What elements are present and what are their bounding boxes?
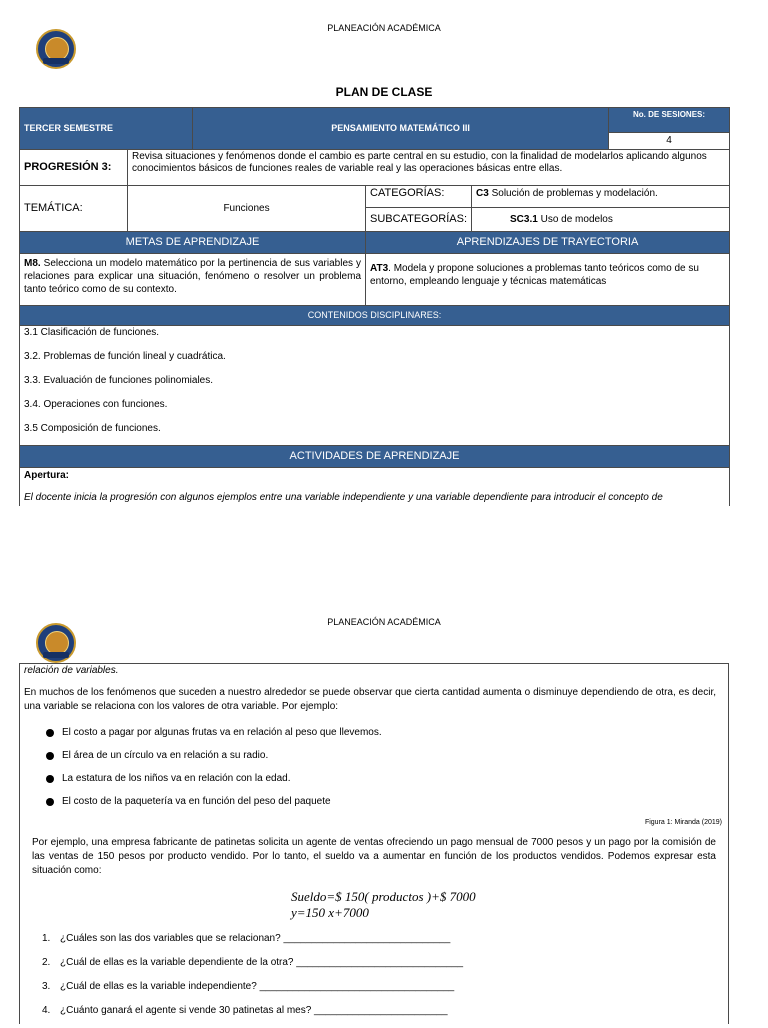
page-header: PLANEACIÓN ACADÉMICA [327, 23, 441, 33]
formula-linear: y=150 x+7000 [291, 905, 369, 920]
question-number: 2. [42, 957, 51, 968]
question-text: ¿Cuáles son las dos variables que se relacionan? ______________________________ [60, 933, 451, 944]
contenido-item: 3.1 Clasificación de funciones. [24, 327, 160, 338]
page-title: PLAN DE CLASE [335, 85, 433, 99]
categorias-code: C3 [476, 188, 489, 199]
categorias-value [472, 186, 730, 208]
actividades-header: ACTIVIDADES DE APRENDIZAJE [20, 446, 730, 468]
metas-body: Selecciona un modelo matemático por la pertinencia de sus variables y relaciones para explicar una situación, fenómeno o resolver un problema tanto teórico como de su contexto. [24, 258, 362, 295]
logo-banner [43, 58, 69, 64]
aprendizajes-header: APRENDIZAJES DE TRAYECTORIA [366, 232, 730, 254]
question-text: ¿Cuál de ellas es la variable dependiente de la otra? ______________________________ [60, 957, 464, 968]
categorias-label: CATEGORÍAS: [366, 186, 472, 208]
progresion-text: Revisa situaciones y fenómenos donde el cambio es parte central en su estudio, con la finalidad de modelarlos aplicando algunos conocimientos básicos de funciones reales de variable real y las operaciones básicas entre ellas. [128, 150, 730, 186]
question-text: ¿Cuánto ganará el agente si vende 30 patinetas al mes? ________________________ [60, 1005, 448, 1016]
question-number: 3. [42, 981, 51, 992]
tematica-label: TEMÁTICA: [20, 186, 128, 232]
formula-sueldo: Sueldo=$ 150( productos )+$ 7000 [291, 889, 476, 904]
list-item: El costo a pagar por algunas frutas va en relación al peso que llevemos. [24, 726, 714, 749]
question-item [24, 1004, 714, 1028]
contenido-item: 3.5 Composición de funciones. [24, 423, 161, 434]
figure-caption: Figura 1: Miranda (2019) [644, 819, 722, 826]
example-paragraph: Por ejemplo, una empresa fabricante de patinetas solicita un agente de ventas ofreciendo un pago mensual de 7000 pesos y un pago por la comisión de las ventas de 150 pesos por producto vendido. Por lo tanto, el sueldo va a aumentar en función de los productos vendidos. Podemos expresar esta situación como: [32, 837, 716, 876]
example-list [24, 726, 714, 818]
question-item [24, 932, 714, 956]
subcategorias-text: Uso de modelos [537, 214, 613, 225]
metas-header: METAS DE APRENDIZAJE [20, 232, 366, 254]
at-text [366, 254, 730, 306]
question-number: 4. [42, 1005, 51, 1016]
subject-cell: PENSAMIENTO MATEMÁTICO III [193, 108, 609, 150]
subcategorias-code: SC3.1 [510, 214, 538, 225]
list-item: El área de un círculo va en relación a su radio. [24, 749, 714, 772]
tematica-value: Funciones [128, 186, 366, 232]
subcategorias-label: SUBCATEGORÍAS: [366, 208, 472, 232]
logo-banner [43, 652, 69, 658]
categorias-text: Solución de problemas y modelación. [488, 188, 658, 199]
progresion-label: PROGRESIÓN 3: [20, 150, 128, 186]
apertura-text: El docente inicia la progresión con algunos ejemplos entre una variable independiente y una variable dependiente para introducir el concepto de [24, 492, 663, 503]
semester-cell: TERCER SEMESTRE [20, 108, 193, 150]
sessions-value: 4 [609, 133, 730, 150]
contenidos-list [20, 326, 730, 446]
metas-text [20, 254, 366, 306]
apertura-label: Apertura: [24, 470, 70, 481]
continuation-text: relación de variables. [24, 665, 119, 676]
apertura-cell [20, 468, 730, 507]
school-logo-2 [36, 623, 76, 663]
at-body: . Modela y propone soluciones a problemas tanto teóricos como de su entorno, empleando lenguaje y técnicas matemáticas [370, 263, 699, 287]
page-header-2: PLANEACIÓN ACADÉMICA [327, 617, 441, 627]
contenidos-header: CONTENIDOS DISCIPLINARES: [20, 306, 730, 326]
contenido-item: 3.4. Operaciones con funciones. [24, 399, 168, 410]
sessions-label: No. DE SESIONES: [609, 108, 730, 133]
list-item: El costo de la paquetería va en función del peso del paquete [24, 795, 714, 818]
at-code: AT3 [370, 263, 389, 274]
question-item [24, 980, 714, 1004]
subcategorias-value [472, 208, 730, 232]
list-item: La estatura de los niños va en relación con la edad. [24, 772, 714, 795]
intro-paragraph: En muchos de los fenómenos que suceden a nuestro alrededor se puede observar que cierta cantidad aumenta o disminuye dependiendo de otra, es decir, una variable se relaciona con los valores de otra variable. Por ejemplo: [24, 687, 716, 712]
contenido-item: 3.3. Evaluación de funciones polinomiales. [24, 375, 214, 386]
page2-content-box [19, 663, 729, 1024]
metas-code: M8. [24, 258, 41, 269]
question-list [24, 932, 714, 1028]
school-logo [36, 29, 76, 69]
question-number: 1. [42, 933, 51, 944]
plan-table [19, 107, 729, 506]
contenido-item: 3.2. Problemas de función lineal y cuadrática. [24, 351, 226, 362]
question-item [24, 956, 714, 980]
question-text: ¿Cuál de ellas es la variable independiente? ___________________________________ [60, 981, 455, 992]
